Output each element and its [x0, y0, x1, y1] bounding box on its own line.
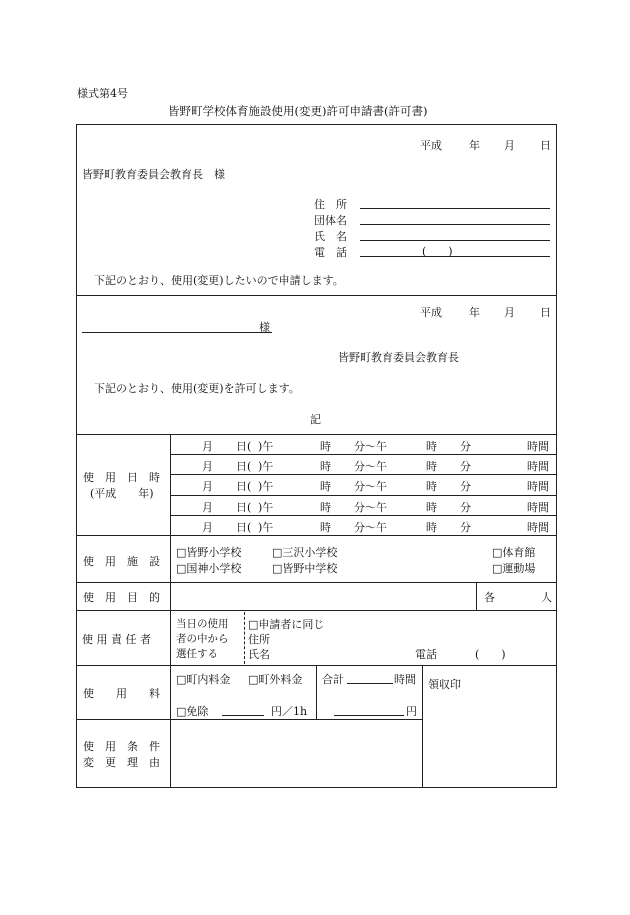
- purpose-each: 各: [484, 591, 495, 604]
- responsible-label: 使 用 責 任 者: [82, 633, 151, 646]
- responsible-phone-parens: ( ): [475, 648, 506, 661]
- fee-exempt-checkbox[interactable]: □免除: [176, 705, 209, 718]
- datetime-label: 使 用 日 時: [83, 471, 160, 484]
- datetime-paren-pm: )午: [258, 480, 274, 493]
- facility-minano-junior-high[interactable]: □皆野中学校: [272, 562, 338, 575]
- change-reason-label: 変 更 理 由: [83, 756, 160, 769]
- divider: [76, 434, 557, 435]
- conditions-label: 使 用 条 件: [83, 740, 160, 753]
- fee-divider-2: [422, 665, 423, 788]
- phone-field[interactable]: [360, 244, 550, 257]
- facility-gymnasium[interactable]: □体育館: [492, 546, 536, 559]
- fee-divider-1: [316, 665, 317, 719]
- label-column-divider: [170, 434, 171, 788]
- fee-inside-checkbox[interactable]: □町内料金: [176, 673, 231, 686]
- facility-label: 使 用 施 設: [83, 555, 160, 568]
- facility-kunikami-elementary[interactable]: □国神小学校: [176, 562, 242, 575]
- fee-total-label: 合計: [322, 673, 344, 686]
- fee-receipt-seal-label: 領収印: [428, 678, 461, 691]
- datetime-hours: 時間: [527, 440, 549, 453]
- responsible-address-label: 住所: [248, 633, 270, 646]
- phone-parens: ( ): [422, 245, 453, 258]
- divider: [76, 719, 423, 720]
- datetime-minute2: 分: [460, 440, 471, 453]
- addressee: 皆野町教育委員会教育長 様: [82, 168, 225, 181]
- datetime-minute2: 分: [460, 480, 471, 493]
- fee-hours-unit: 時間: [394, 673, 416, 686]
- datetime-hour2: 時: [426, 440, 437, 453]
- datetime-minute-to: 分〜午: [354, 480, 387, 493]
- fee-rate-field[interactable]: [222, 703, 264, 716]
- datetime-minute-to: 分〜午: [354, 501, 387, 514]
- purpose-people: 人: [541, 591, 552, 604]
- fee-amount-unit: 円: [406, 705, 417, 718]
- datetime-hours: 時間: [527, 501, 549, 514]
- permit-date-day: 日: [540, 306, 551, 319]
- form-title: 皆野町学校体育施設使用(変更)許可申請書(許可書): [168, 104, 428, 118]
- datetime-minute2: 分: [460, 501, 471, 514]
- responsible-dotted-divider: [244, 612, 245, 664]
- datetime-minute2: 分: [460, 460, 471, 473]
- application-date-month: 月: [504, 139, 515, 152]
- facility-minano-elementary[interactable]: □皆野小学校: [176, 546, 242, 559]
- fee-total-hours-field[interactable]: [347, 671, 393, 684]
- application-date-day: 日: [540, 139, 551, 152]
- field-label-address: 住 所: [314, 198, 347, 211]
- datetime-day: 日(: [236, 440, 252, 453]
- datetime-hour2: 時: [426, 521, 437, 534]
- datetime-day: 日(: [236, 480, 252, 493]
- datetime-month: 月: [202, 480, 213, 493]
- datetime-hour1: 時: [320, 440, 331, 453]
- datetime-day: 日(: [236, 460, 252, 473]
- divider: [76, 582, 557, 583]
- form-number: 様式第4号: [77, 87, 128, 100]
- datetime-day: 日(: [236, 501, 252, 514]
- datetime-row-divider: [170, 454, 557, 455]
- divider: [76, 295, 557, 296]
- datetime-month: 月: [202, 460, 213, 473]
- field-label-group: 団体名: [314, 214, 347, 227]
- field-label-phone: 電 話: [314, 246, 347, 259]
- responsible-note-2: 者の中から: [176, 633, 229, 645]
- permit-date-year: 年: [469, 306, 480, 319]
- conditions-field[interactable]: [172, 721, 420, 786]
- permit-recipient-field[interactable]: [82, 320, 272, 333]
- datetime-hours: 時間: [527, 521, 549, 534]
- permit-date-era: 平成: [420, 306, 442, 319]
- datetime-paren-pm: )午: [258, 440, 274, 453]
- datetime-row-divider: [170, 474, 557, 475]
- responsible-note-3: 選任する: [176, 648, 218, 660]
- fee-outside-checkbox[interactable]: □町外料金: [248, 673, 303, 686]
- datetime-month: 月: [202, 501, 213, 514]
- fee-rate-unit: 円／1h: [271, 705, 308, 718]
- facility-athletic-field[interactable]: □運動場: [492, 562, 536, 575]
- datetime-hours: 時間: [527, 480, 549, 493]
- datetime-era-label: (平成 年): [90, 487, 154, 500]
- datetime-row-divider: [170, 495, 557, 496]
- application-date-era: 平成: [420, 139, 442, 152]
- datetime-paren-pm: )午: [258, 501, 274, 514]
- datetime-minute-to: 分〜午: [354, 460, 387, 473]
- datetime-hour2: 時: [426, 460, 437, 473]
- name-field[interactable]: [360, 228, 550, 241]
- datetime-minute-to: 分〜午: [354, 440, 387, 453]
- permit-date-month: 月: [504, 306, 515, 319]
- responsible-name-label: 氏名: [248, 648, 270, 661]
- datetime-minute-to: 分〜午: [354, 521, 387, 534]
- datetime-hour2: 時: [426, 501, 437, 514]
- permit-issuer: 皆野町教育委員会教育長: [338, 351, 459, 364]
- datetime-hour1: 時: [320, 521, 331, 534]
- ki-mark: 記: [310, 413, 321, 426]
- responsible-same-checkbox[interactable]: □申請者に同じ: [248, 618, 325, 631]
- datetime-row-divider: [170, 515, 557, 516]
- group-name-field[interactable]: [360, 212, 550, 225]
- datetime-hour1: 時: [320, 501, 331, 514]
- application-statement: 下記のとおり、使用(変更)したいので申請します。: [94, 274, 344, 287]
- datetime-month: 月: [202, 521, 213, 534]
- datetime-paren-pm: )午: [258, 521, 274, 534]
- datetime-day: 日(: [236, 521, 252, 534]
- fee-label: 使 用 料: [83, 687, 160, 700]
- divider: [76, 535, 557, 536]
- datetime-hour2: 時: [426, 480, 437, 493]
- responsible-phone-label: 電話: [415, 648, 437, 661]
- datetime-hour1: 時: [320, 460, 331, 473]
- field-label-name: 氏 名: [314, 230, 347, 243]
- datetime-minute2: 分: [460, 521, 471, 534]
- datetime-hours: 時間: [527, 460, 549, 473]
- datetime-hour1: 時: [320, 480, 331, 493]
- fee-amount-field[interactable]: [334, 703, 404, 716]
- permit-recipient-suffix: 様: [259, 321, 270, 334]
- facility-misawa-elementary[interactable]: □三沢小学校: [272, 546, 338, 559]
- purpose-divider: [476, 582, 477, 610]
- datetime-paren-pm: )午: [258, 460, 274, 473]
- application-date-year: 年: [469, 139, 480, 152]
- divider: [76, 610, 557, 611]
- purpose-label: 使 用 目 的: [83, 591, 160, 604]
- responsible-note-1: 当日の使用: [176, 618, 229, 630]
- permit-statement: 下記のとおり、使用(変更)を許可します。: [94, 382, 300, 395]
- datetime-month: 月: [202, 440, 213, 453]
- address-field[interactable]: [360, 196, 550, 209]
